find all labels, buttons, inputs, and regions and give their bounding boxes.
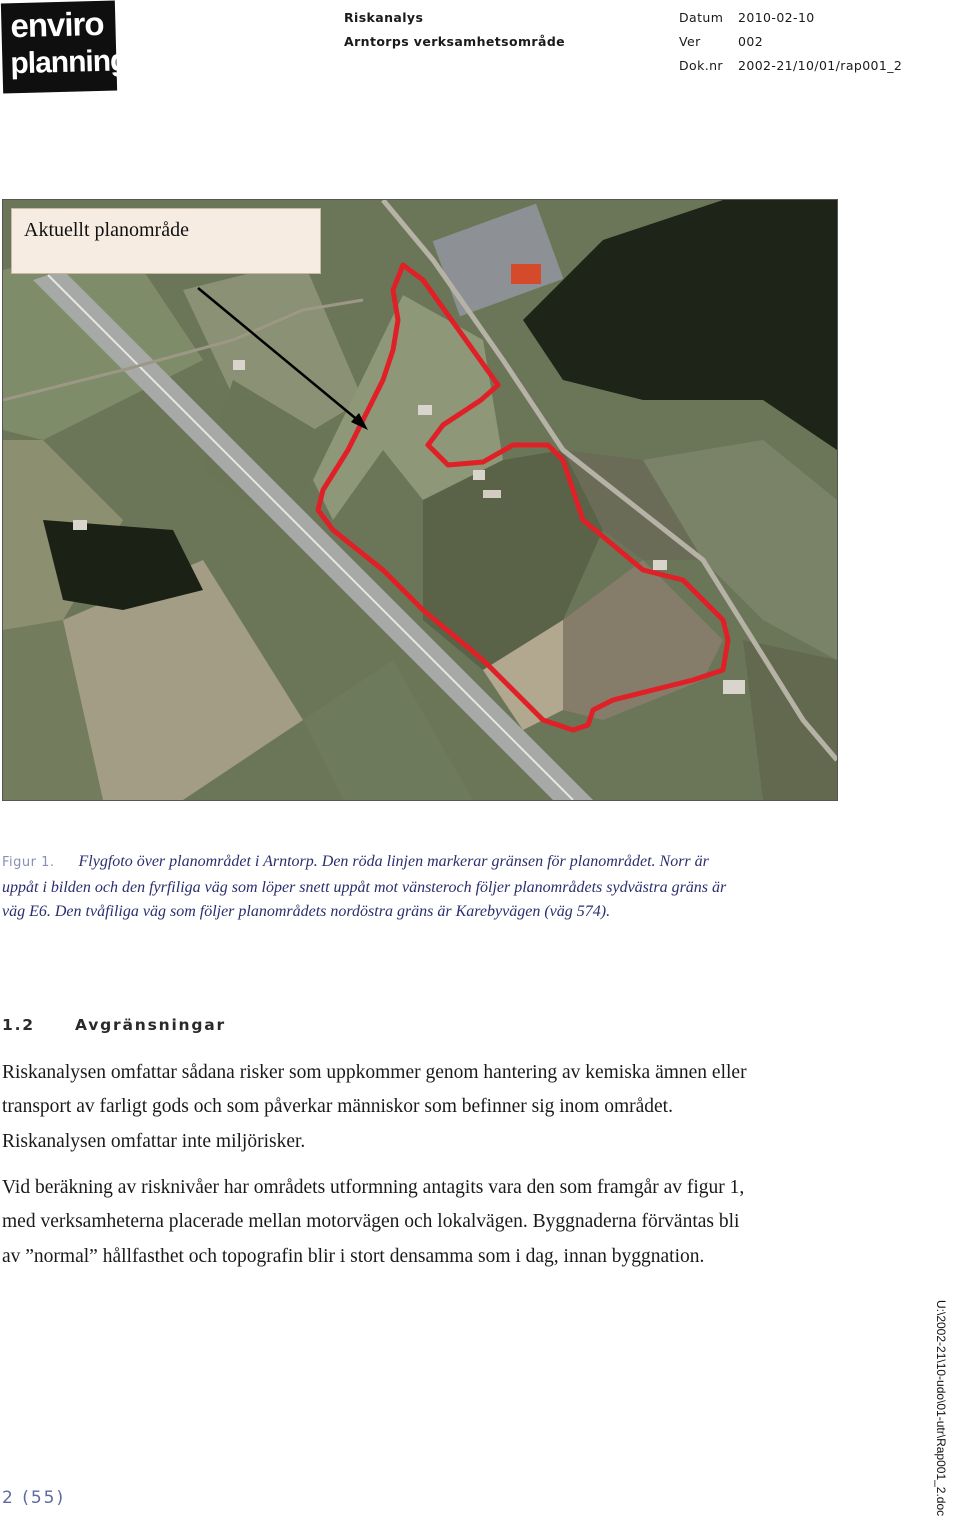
section-number: 1.2 (2, 1016, 35, 1034)
version-label: Ver (679, 34, 701, 49)
file-path: U:\2002-21\10-udo\01-utr\Rap001_2.doc (934, 1300, 948, 1516)
logo-line-2: planning (9, 44, 128, 81)
map-label: Aktuellt planområde (11, 208, 321, 274)
datum-label: Datum (679, 10, 724, 25)
page-number: 2 (55) (2, 1488, 66, 1508)
logo-line-1: enviro (9, 4, 104, 45)
section-title: Avgränsningar (75, 1016, 226, 1034)
figure-number: Figur 1. (2, 855, 55, 870)
doc-subtitle: Arntorps verksamhetsområde (344, 34, 566, 49)
paragraph-2: Vid beräkning av risknivåer har områdets utformning antagits vara den som framgår av figur 1, med verksamheterna placerade mellan motorvägen och lokalvägen. Byggnaderna förväntas bli av ”normal” hållfasthet och topografin blir i stort densamma som i dag, innan byggnation. (2, 1177, 745, 1267)
figure-caption (2, 850, 742, 925)
docnr-value: 2002-21/10/01/rap001_2 (738, 58, 903, 73)
doc-title: Riskanalys (344, 10, 424, 25)
enviroplanning-logo (1, 1, 128, 94)
aerial-photo-graphic (3, 200, 837, 800)
aerial-photo (2, 199, 838, 801)
figure-caption-text: Flygfoto över planområdet i Arntorp. Den röda linjen markerar gränsen för planområdet. Norr är uppåt i bilden och den fyrfiliga väg som löper snett uppåt mot vänsteroch följer planområdets sydvästra gräns är väg E6. Den tvåfiliga väg som följer planområdets nordöstra gräns är Karebyvägen (väg 574). (2, 853, 727, 920)
version-value: 002 (738, 34, 764, 49)
paragraph-1: Riskanalysen omfattar sådana risker som uppkommer genom hantering av kemiska ämnen eller transport av farligt gods och som påverkar människor som befinner sig inom området. Riskanalysen omfattar inte miljörisker. (2, 1062, 747, 1152)
docnr-label: Dok.nr (679, 58, 723, 73)
section-heading (2, 1016, 226, 1034)
datum-value: 2010-02-10 (738, 10, 815, 25)
